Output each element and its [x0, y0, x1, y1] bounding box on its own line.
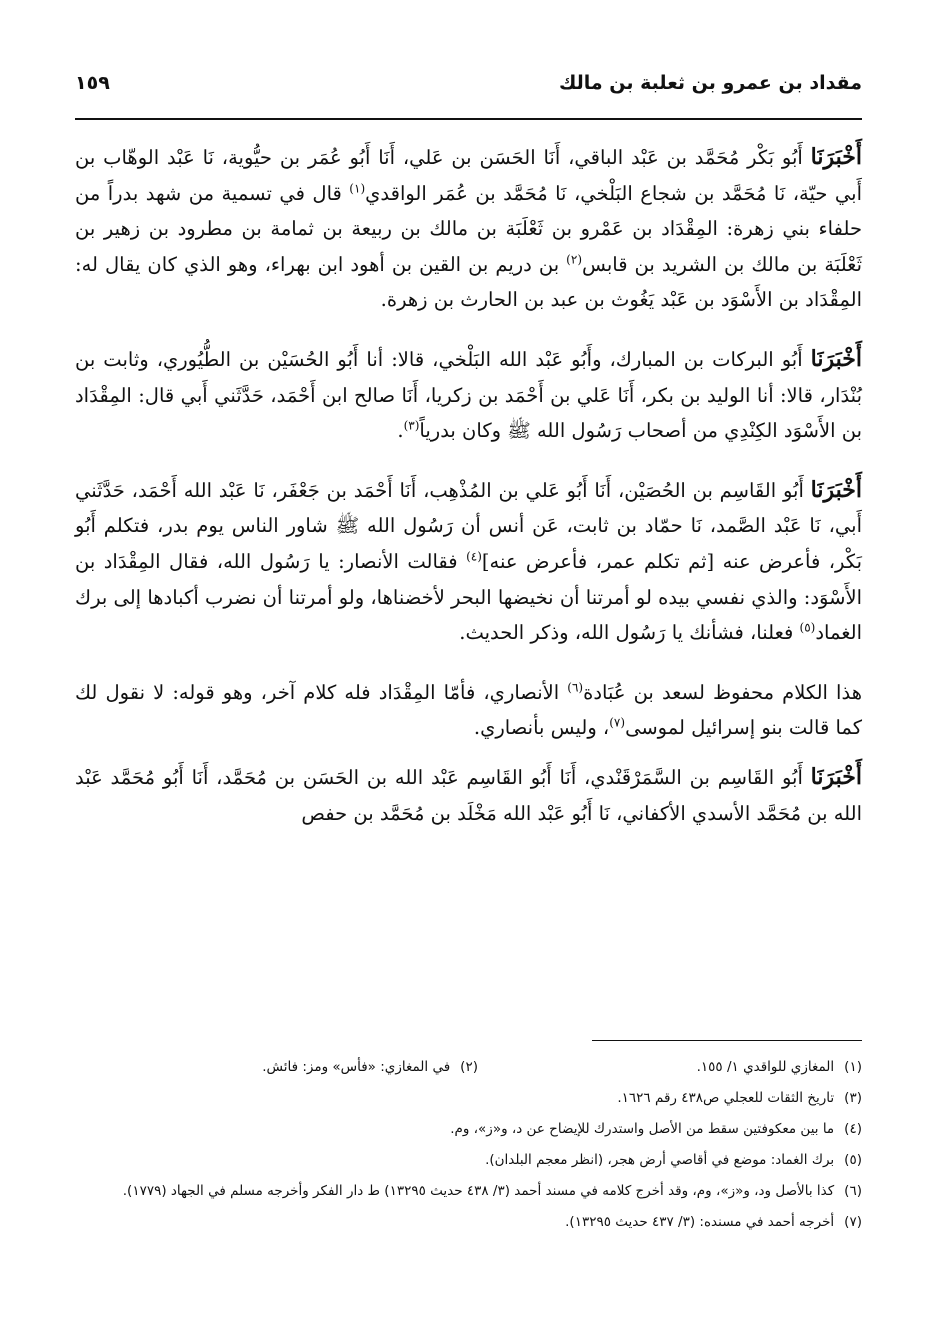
footnote-reference: (٧): [609, 715, 626, 730]
footnote: [75, 1145, 862, 1176]
footnote-number: (٢): [460, 1059, 478, 1075]
footnote-text: تاريخ الثقات للعجلي ص٤٣٨ رقم ١٦٢٦.: [617, 1090, 835, 1106]
footnote-text: برك الغماد: موضع في أقاصي أرض هجر، (انظر معجم البلدان).: [485, 1152, 835, 1168]
paragraph-lead-word: أَخْبَرَنَا: [810, 144, 862, 170]
footnote-row: [75, 1052, 862, 1083]
main-text: [75, 140, 862, 855]
footnote: [75, 1114, 862, 1145]
footnote-number: (٥): [844, 1152, 862, 1168]
paragraph-text: .: [397, 419, 404, 443]
footnote-number: (٤): [844, 1121, 862, 1137]
footnote: [75, 1207, 862, 1238]
paragraph-text: بن دريم بن القين بن أهود ابن بهراء، وهو الذي كان يقال له: المِقْدَاد بن الأَسْوَد بن عَبْد يَغُوث بن عبد بن الحارث بن زهرة.: [75, 252, 862, 312]
paragraph-text: قال في تسمية من شهد بدراً من حلفاء بني زهرة: المِقْدَاد بن عَمْرو بن ثَعْلَبَة بن مالك بن ربيعة بن ثمامة بن مطرود بن زهير بن ثَعْلَبَة بن مالك بن الشريد بن قابس: [75, 181, 862, 276]
footnote-number: (١): [844, 1059, 862, 1075]
footnote-text: المغازي للواقدي ١/ ١٥٥.: [696, 1059, 835, 1075]
footnote-reference: (١): [349, 181, 366, 196]
paragraph: [75, 342, 862, 449]
page-number: ١٥٩: [75, 72, 110, 94]
paragraph-lead-word: أَخْبَرَنَا: [810, 476, 862, 503]
paragraph-text: الأنصاري، فأمّا المِقْدَاد فله كلام آخر، وهو قوله: لا نقول لك كما قالت بنو إسرائيل لموسى: [75, 680, 862, 740]
running-title: مقداد بن عمرو بن ثعلبة بن مالك: [558, 72, 862, 94]
paragraph-text: ، وليس بأنصاري.: [473, 716, 610, 740]
footnote-text: ما بين معكوفتين سقط من الأصل واستدرك للإيضاح عن د، و«ز»، وم.: [450, 1121, 835, 1137]
footnote-reference: (٥): [799, 620, 816, 635]
footnote: [75, 1083, 862, 1114]
paragraph: [75, 760, 862, 831]
paragraph-text: فقالت الأنصار: يا رَسُول الله، فقال المِقْدَاد بن الأَسْوَد: والذي نفسي بيده لو أمرتنا أن نخيضها البحر لأخضناها، ولو أمرتنا أن نضرب أكبادها إلى برك الغماد: [75, 549, 862, 645]
footnote-text: في المغازي: «فأس» ومز: فائش.: [262, 1059, 451, 1075]
paragraph: [75, 675, 862, 746]
paragraph-text: أَبُو القَاسِم بن السَّمَرْقَنْدي، أَنَا أَبُو القَاسِم عَبْد الله بن الحَسَن بن مُحَمَّد، أَنَا أَبُو مُحَمَّد عَبْد الله بن مُحَمَّد الأسدي الأكفاني، نَا أَبُو عَبْد الله مَخْلَد بن مُحَمَّد بن حفص: [75, 765, 862, 825]
footnote: [75, 1176, 862, 1207]
paragraph: [75, 473, 862, 651]
footnote-reference: (٤): [466, 549, 482, 564]
paragraph-lead-word: أَخْبَرَنَا: [810, 763, 862, 790]
paragraph-text: أَبُو البركات بن المبارك، وأَبُو عَبْد الله البَلْخي، قالا: أنا أَبُو الحُسَيْن بن الطُّيُوري، وثابت بن بُنْدَار، قالا: أنا الوليد بن بكر، أَنَا عَلي بن أَحْمَد بن زكريا، أَنَا صالح ابن أَحْمَد، حَدَّثَني أَبي قال: المِقْدَاد بن الأَسْوَد الكِنْدِي من أصحاب رَسُول الله ﷺ وكان بدرياً: [75, 347, 862, 443]
footnotes: [75, 1052, 862, 1238]
paragraph-text: هذا الكلام محفوظ لسعد بن عُبَادة: [583, 680, 862, 704]
paragraph-text: أَبُو القَاسِم بن الحُصَيْن، أَنَا أَبُو عَلي بن المُذْهِب، أَنَا أَحْمَد بن جَعْفَر، نَا عَبْد الله أَحْمَد، حَدَّثَني أَبي، نَا عَبْد الصَّمد، نَا حمّاد بن ثابت، عَن أنس أن رَسُول الله ﷺ شاور الناس يوم بدر، فتكلم أَبُو بَكْر، فأعرض عنه [ثم تكلم عمر، فأعرض عنه]: [75, 478, 863, 573]
header-rule: [75, 118, 862, 120]
footnote-number: (٧): [844, 1214, 862, 1230]
footnote-rule: [592, 1040, 862, 1041]
footnote-text: كذا بالأصل ود، و«ز»، وم، وقد أخرج كلامه في مسند أحمد (٣/ ٤٣٨ حديث ١٣٢٩٥) ط دار الفكر وأخرجه مسلم في الجهاد (١٧٧٩).: [122, 1183, 835, 1199]
footnote: [262, 1052, 478, 1083]
paragraph-text: فعلنا، فشأنك يا رَسُول الله، وذكر الحديث.: [459, 621, 800, 645]
page-header: [75, 60, 862, 106]
paragraph-text: أَبُو بَكْر مُحَمَّد بن عَبْد الباقي، أَنَا الحَسَن بن عَلي، أَنَا أَبُو عُمَر بن حيُّوية، نَا عَبْد الوهّاب بن أَبي حيّة، نَا مُحَمَّد بن شجاع البَلْخي، نَا مُحَمَّد بن عُمَر الواقدي: [75, 146, 862, 205]
footnote-reference: (٣): [403, 418, 420, 433]
footnote-reference: (٢): [566, 252, 582, 267]
footnote-number: (٦): [844, 1183, 862, 1199]
footnote-text: أخرجه أحمد في مسنده: (٣/ ٤٣٧ حديث ١٣٢٩٥).: [565, 1214, 835, 1230]
paragraph: [75, 140, 862, 318]
footnote-reference: (٦): [567, 680, 584, 695]
footnote-number: (٣): [844, 1090, 862, 1106]
paragraph-lead-word: أَخْبَرَنَا: [810, 345, 862, 372]
footnote: [492, 1052, 862, 1083]
